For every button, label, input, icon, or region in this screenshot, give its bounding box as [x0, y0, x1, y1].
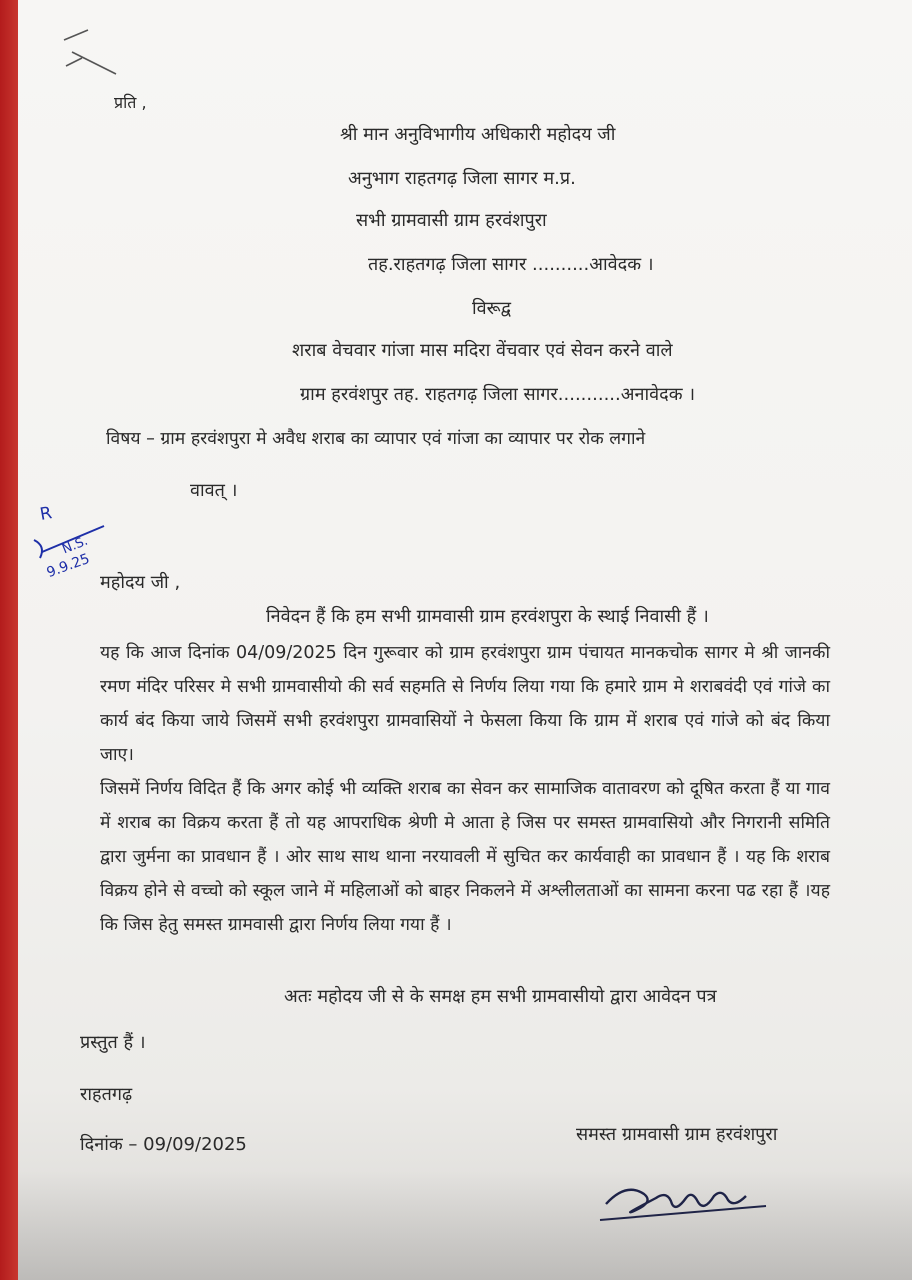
viruddh-label: विरूद्व: [472, 298, 512, 319]
salutation-prati: प्रति ,: [114, 93, 147, 112]
fold-mark-icon: [58, 22, 128, 82]
applicant-line-1: सभी ग्रामवासी ग्राम हरवंशपुरा: [356, 210, 547, 231]
respondent-line-2: ग्राम हरवंशपुर तह. राहतगढ़ जिला सागर...........अनावेदक ।: [300, 384, 696, 405]
letter-page: [18, 0, 912, 1280]
signature-icon: [596, 1160, 776, 1230]
photo-shadow: [18, 1170, 912, 1280]
annotation-initial: R: [38, 503, 54, 525]
subject-line-2: वावत् ।: [190, 480, 238, 501]
date-line: दिनांक – 09/09/2025: [80, 1134, 247, 1155]
closing-line-2: प्रस्तुत हैं ।: [80, 1032, 146, 1053]
recipient-line-2: अनुभाग राहतगढ़ जिला सागर म.प्र.: [348, 168, 576, 189]
closing-line-1: अतः महोदय जी से के समक्ष हम सभी ग्रामवासीयो द्वारा आवेदन पत्र: [284, 986, 717, 1007]
annotation-date: 9.9.25: [44, 550, 92, 582]
paragraph-2-body: जिसमें निर्णय विदित हैं कि अगर कोई भी व्यक्ति शराब का सेवन कर सामाजिक वातावरण को दूषित करता हैं या गाव में शराब का विक्रय करता हैं तो यह आपराधिक श्रेणी मे आता हे जिस पर समस्त ग्रामवासियो और निगरानी समिति द्वारा जुर्मना का प्रावधान हैं । ओर साथ साथ थाना नरयावली में सुचित कर कार्यवाही का प्रावधान हैं । यह कि शराब विक्रय होने से वच्चो को स्कूल जाने में महिलाओं को बाहर निकलने में अश्लीलताओं का सामना करना पढ रहा हैं ।यह कि जिस हेतु समस्त ग्रामवासी द्वारा निर्णय लिया गया हैं ।: [100, 779, 830, 935]
salutation-mahoday: महोदय जी ,: [100, 572, 181, 593]
paragraph-1-opening: निवेदन हैं कि हम सभी ग्रामवासी ग्राम हरवंशपुरा के स्थाई निवासी हैं ।: [266, 606, 709, 627]
respondent-line-1: शराब वेचवार गांजा मास मदिरा वेंचवार एवं सेवन करने वाले: [292, 340, 673, 361]
annotation-note: N.S.: [60, 533, 91, 558]
recipient-line-1: श्री मान अनुविभागीय अधिकारी महोदय जी: [340, 124, 616, 145]
place-label: राहतगढ़: [80, 1084, 133, 1105]
applicant-line-2: तह.राहतगढ़ जिला सागर ..........आवेदक ।: [368, 254, 654, 275]
subject-line-1: विषय – ग्राम हरवंशपुरा मे अवैध शराब का व्यापार एवं गांजा का व्यापार पर रोक लगाने: [106, 429, 646, 449]
signatory-label: समस्त ग्रामवासी ग्राम हरवंशपुरा: [576, 1124, 778, 1145]
paragraph-1-body: यह कि आज दिनांक 04/09/2025 दिन गुरूवार को ग्राम हरवंशपुरा ग्राम पंचायत मानकचोक सागर मे श्री जानकी रमण मंदिर परिसर मे सभी ग्रामवासीयो की सर्व सहमति से निर्णय लिया गया कि हमारे ग्राम मे शराबवंदी एवं गांजे का कार्य बंद किया जाये जिसमें सभी हरवंशपुरा ग्रामवासियों ने फेसला किया कि ग्राम में शराब एवं गांजे को बंद किया जाए।: [100, 643, 830, 765]
